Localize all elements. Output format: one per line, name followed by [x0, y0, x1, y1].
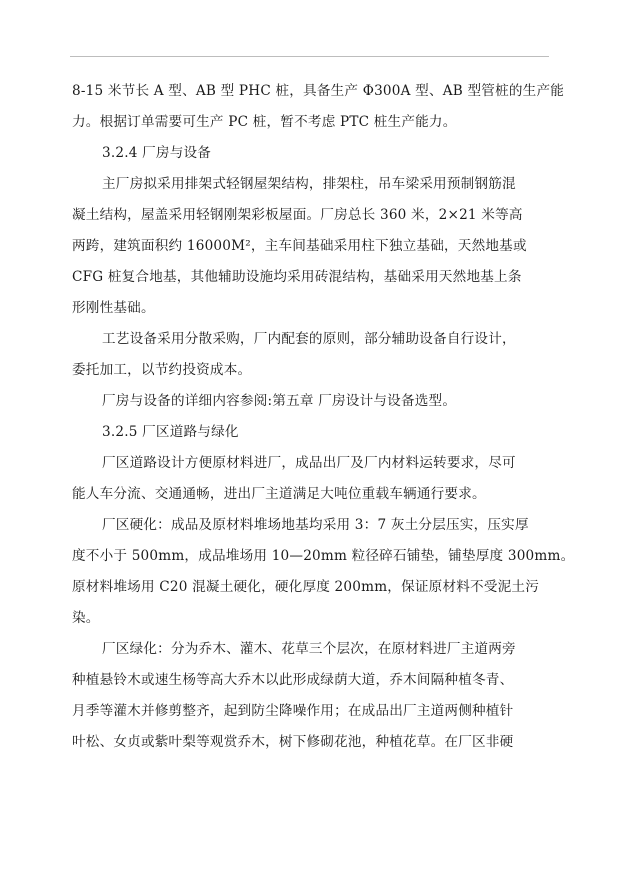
header-rule: [70, 56, 549, 57]
text-line: 力。根据订单需要可生产 PC 桩，暂不考虑 PTC 桩生产能力。: [72, 114, 457, 130]
section-heading: 3.2.4 厂房与设备: [102, 145, 212, 161]
text-line: 委托加工，以节约投资成本。: [72, 362, 252, 378]
text-line: 月季等灌木并修剪整齐，起到防尘降噪作用；在成品出厂主道两侧种植针: [72, 703, 514, 719]
text-line: 厂区硬化：成品及原材料堆场地基均采用 3：7 灰土分层压实，压实厚: [102, 517, 529, 533]
text-line: 原材料堆场用 C20 混凝土硬化，硬化厚度 200mm，保证原材料不受泥土污: [72, 579, 540, 595]
text-line: 种植悬铃木或速生杨等高大乔木以此形成绿荫大道，乔木间隔种植冬青、: [72, 672, 514, 688]
text-line: 工艺设备采用分散采购，厂内配套的原则，部分辅助设备自行设计，: [102, 331, 516, 347]
text-line: 染。: [72, 610, 100, 626]
text-line: 厂区绿化：分为乔木、灌木、花草三个层次，在原材料进厂主道两旁: [102, 641, 516, 657]
text-line: CFG 桩复合地基，其他辅助设施均采用砖混结构，基础采用天然地基上条: [72, 269, 522, 285]
text-line: 凝土结构，屋盖采用轻钢刚架彩板屋面。厂房总长 360 米，2×21 米等高: [72, 207, 523, 223]
section-heading: 3.2.5 厂区道路与绿化: [102, 424, 239, 440]
document-body: [72, 76, 575, 758]
text-line: 8-15 米节长 A 型、AB 型 PHC 桩，具备生产 Φ300A 型、AB 型管桩的生产能: [72, 83, 565, 99]
text-line: 叶松、女贞或紫叶梨等观赏乔木，树下修砌花池，种植花草。在厂区非硬: [72, 734, 514, 750]
text-line: 厂区道路设计方便原材料进厂，成品出厂及厂内材料运转要求，尽可: [102, 455, 516, 471]
text-line: 主厂房拟采用排架式轻钢屋架结构，排架柱，吊车梁采用预制钢筋混: [102, 176, 516, 192]
text-line: 厂房与设备的详细内容参阅:第五章 厂房设计与设备选型。: [102, 393, 457, 409]
text-line: 能人车分流、交通通畅，进出厂主道满足大吨位重载车辆通行要求。: [72, 486, 486, 502]
text-line: 度不小于 500mm，成品堆场用 10—20mm 粒径碎石铺垫，铺垫厚度 300mm。: [72, 548, 575, 564]
text-line: 两跨，建筑面积约 16000M²，主车间基础采用柱下独立基础，天然地基或: [72, 238, 527, 254]
text-line: 形刚性基础。: [72, 300, 155, 316]
